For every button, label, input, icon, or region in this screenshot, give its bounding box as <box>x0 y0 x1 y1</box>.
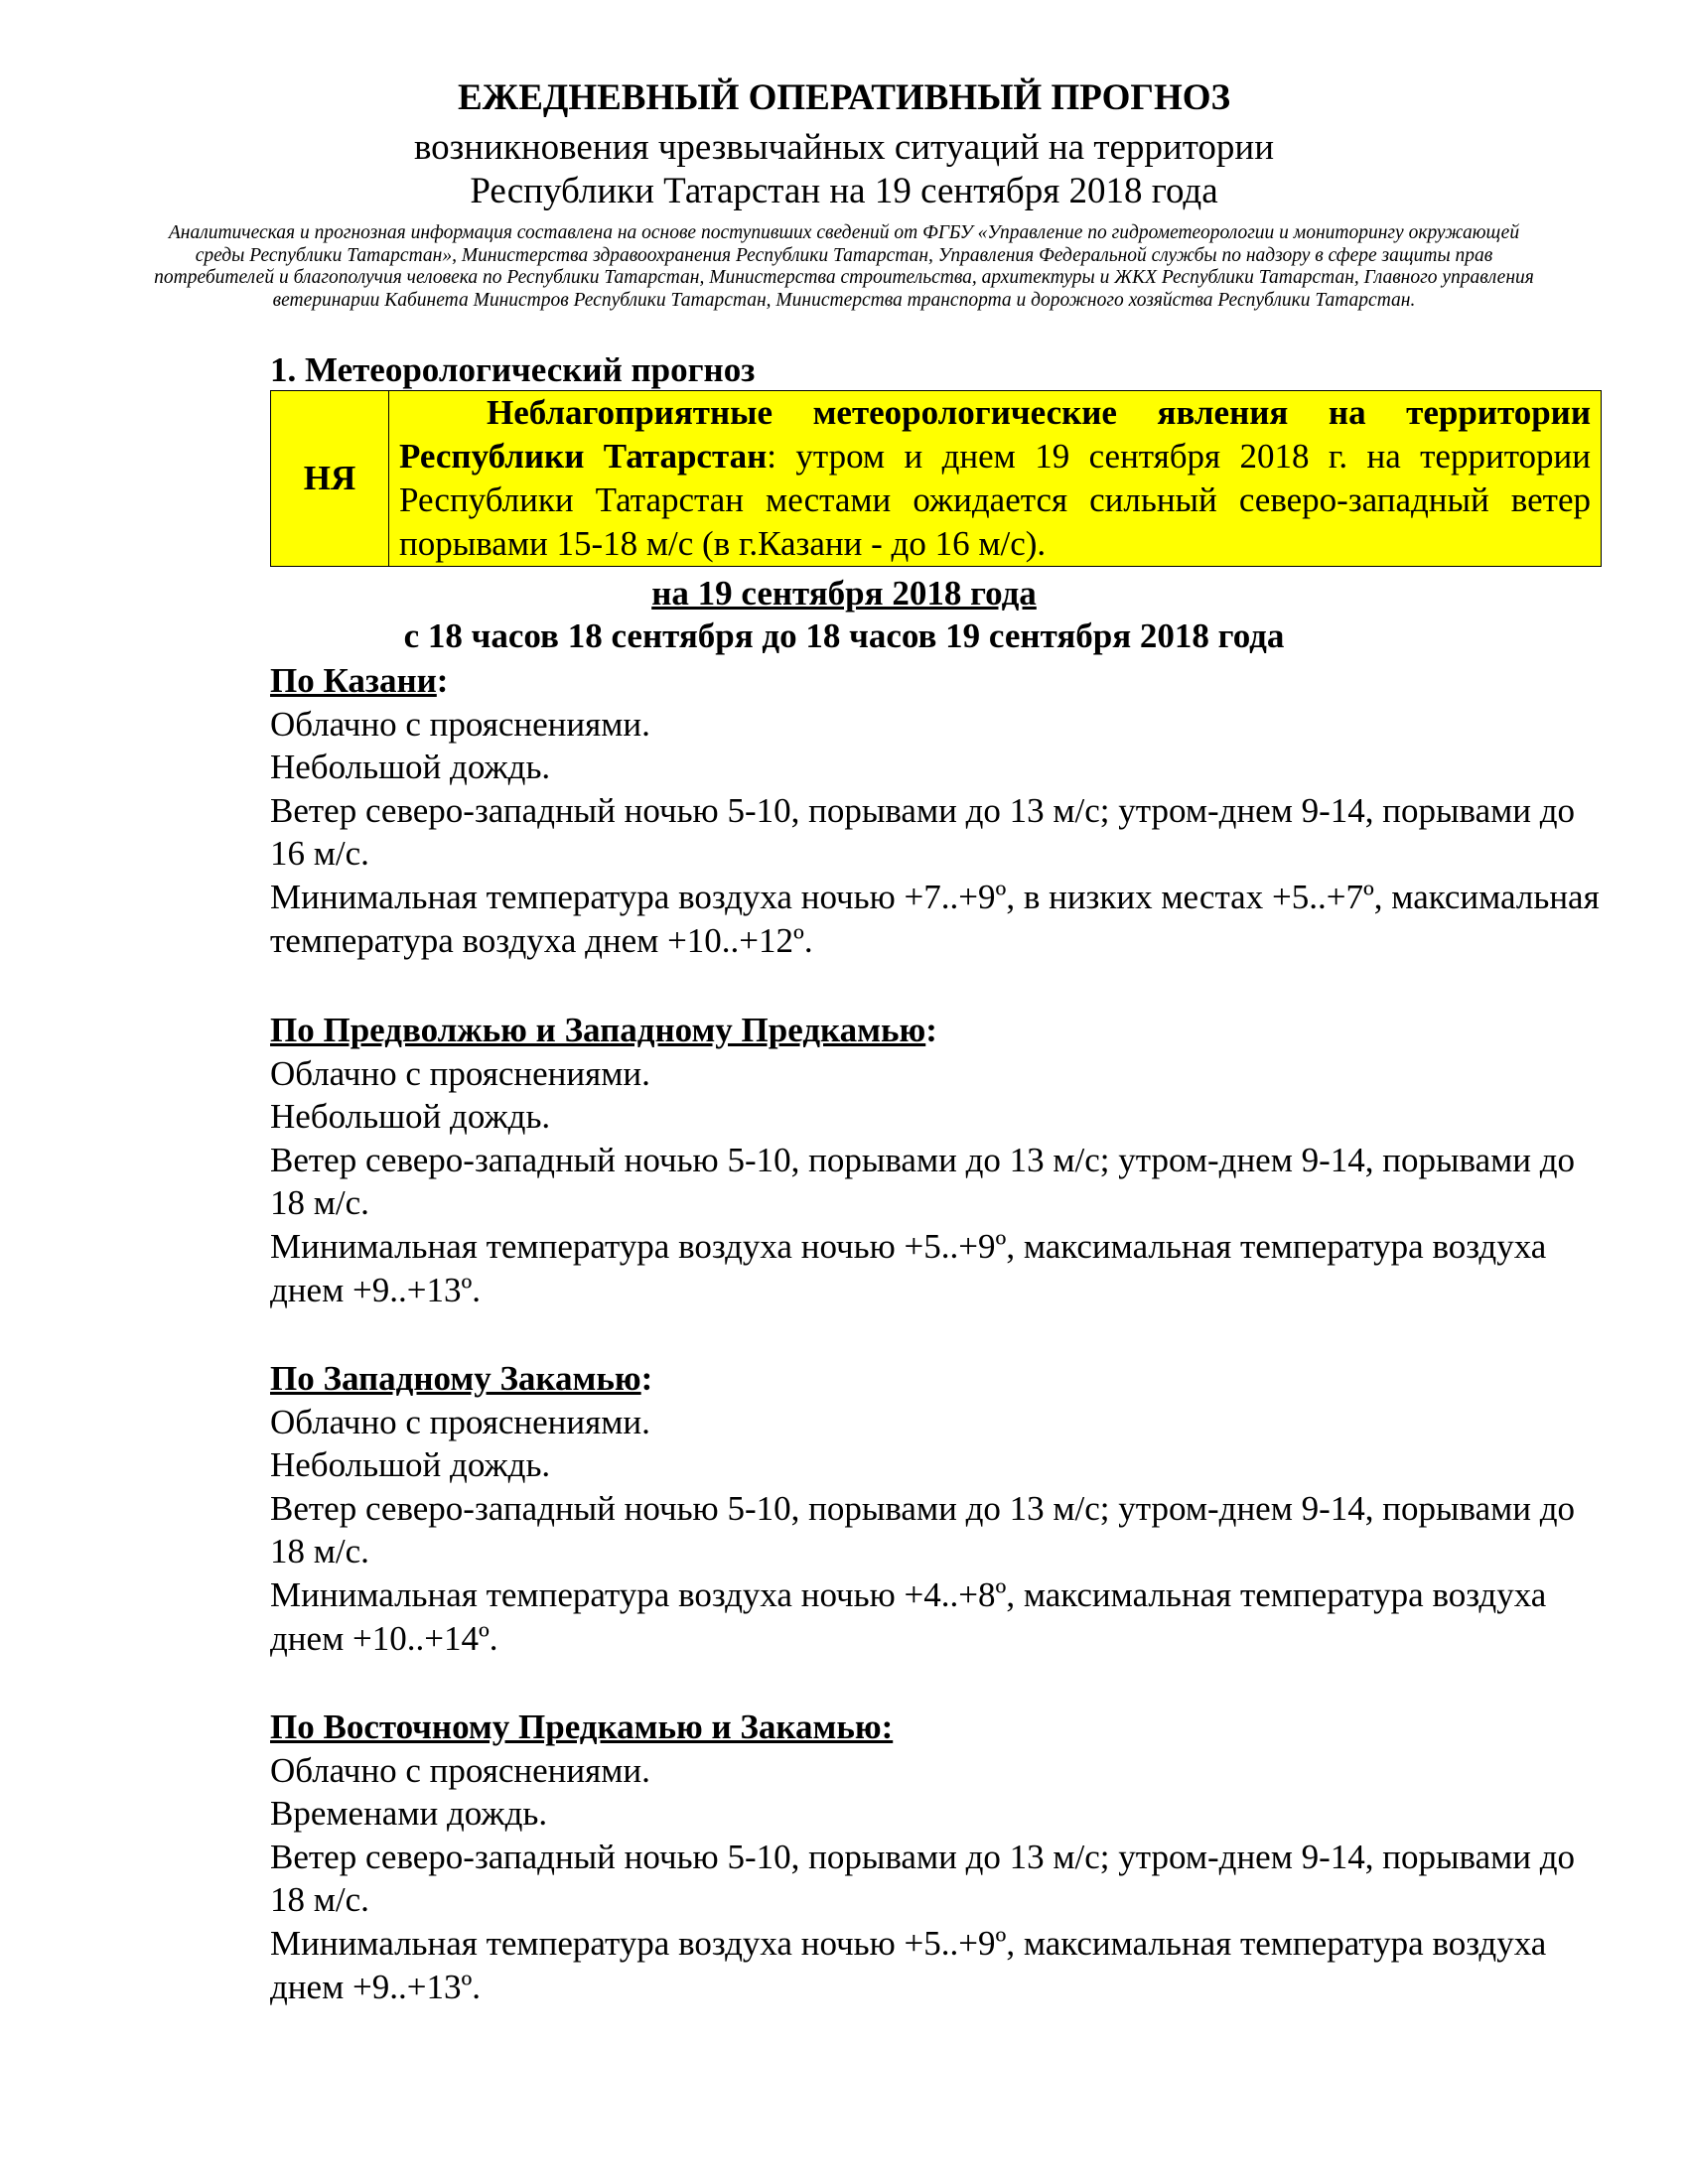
region-line: Облачно с прояснениями. <box>270 1750 650 1790</box>
region-line: Небольшой дождь. <box>270 748 551 787</box>
region-forecast-predvolzhye <box>270 1009 1601 1311</box>
region-forecast-east <box>270 1706 1601 2008</box>
region-title: По Предволжью и Западному Предкамью: <box>270 1011 937 1049</box>
forecast-date-heading: на 19 сентября 2018 года <box>651 574 1037 613</box>
warning-table <box>270 390 1602 567</box>
warning-bold-text: Неблагоприятные метеорологические явления на территории Республики Татарстан <box>399 393 1591 476</box>
region-line: Небольшой дождь. <box>270 1445 551 1485</box>
region-line: Ветер северо-западный ночью 5-10, порывами до 13 м/с; утром-днем 9-14, порывами до 16 м/с. <box>270 790 1576 874</box>
region-line: Минимальная температура воздуха ночью +4..+8º, максимальная температура воздуха днем +10..+14º. <box>270 1574 1547 1658</box>
region-forecast-kazan <box>270 659 1601 962</box>
warning-body-text: : утром и днем 19 сентября 2018 г. на территории Республики Татарстан местами ожидается сильный северо-западный ветер порывами 15-18 м/с (в г.Казани - до 16 м/с). <box>399 437 1591 563</box>
region-title: По Казани: <box>270 661 449 700</box>
region-title: По Западному Закамью: <box>270 1359 653 1398</box>
region-line: Облачно с прояснениями. <box>270 704 650 744</box>
document-subtitle-line2: Республики Татарстан на 19 сентября 2018 года <box>470 171 1218 211</box>
sources-intro: Аналитическая и прогнозная информация составлена на основе поступивших сведений от ФГБУ «Управление по гидрометеорологии и мониторингу окружающей среды Республики Татарстан», Министерства здравоохранения Республики Татарстан, Управления Федеральной службы по надзору в сфере защиты прав потребителей и благополучия человека по Республики Татарстан, Министерства строительства, архитектуры и ЖКХ Республики Татарстан, Главного управления ветеринарии Кабинета Министров Республики Татарстан, Министерства транспорта и дорожного хозяйства Республики Татарстан. <box>154 222 1534 311</box>
region-line: Облачно с прояснениями. <box>270 1402 650 1441</box>
region-forecast-west-zakamye <box>270 1357 1601 1660</box>
region-line: Ветер северо-западный ночью 5-10, порывами до 13 м/с; утром-днем 9-14, порывами до 18 м/с. <box>270 1837 1576 1920</box>
region-line: Небольшой дождь. <box>270 1097 551 1137</box>
region-line: Облачно с прояснениями. <box>270 1053 650 1093</box>
document-title: ЕЖЕДНЕВНЫЙ ОПЕРАТИВНЫЙ ПРОГНОЗ <box>457 77 1231 118</box>
region-line: Минимальная температура воздуха ночью +7..+9º, в низких местах +5..+7º, максимальная температура воздуха днем +10..+12º. <box>270 877 1600 960</box>
warning-code: НЯ <box>271 391 389 567</box>
forecast-period-heading: с 18 часов 18 сентября до 18 часов 19 сентября 2018 года <box>403 616 1285 655</box>
region-line: Временами дождь. <box>270 1794 548 1834</box>
document-subtitle-line1: возникновения чрезвычайных ситуаций на территории <box>413 127 1275 168</box>
warning-text <box>389 391 1602 567</box>
region-line: Минимальная температура воздуха ночью +5..+9º, максимальная температура воздуха днем +9..+13º. <box>270 1226 1547 1309</box>
region-title: По Восточному Предкамью и Закамью: <box>270 1707 894 1746</box>
section-title-meteorology: 1. Метеорологический прогноз <box>270 350 756 389</box>
region-line: Ветер северо-западный ночью 5-10, порывами до 13 м/с; утром-днем 9-14, порывами до 18 м/с. <box>270 1488 1576 1571</box>
region-line: Минимальная температура воздуха ночью +5..+9º, максимальная температура воздуха днем +9..+13º. <box>270 1923 1547 2006</box>
region-line: Ветер северо-западный ночью 5-10, порывами до 13 м/с; утром-днем 9-14, порывами до 18 м/с. <box>270 1140 1576 1223</box>
